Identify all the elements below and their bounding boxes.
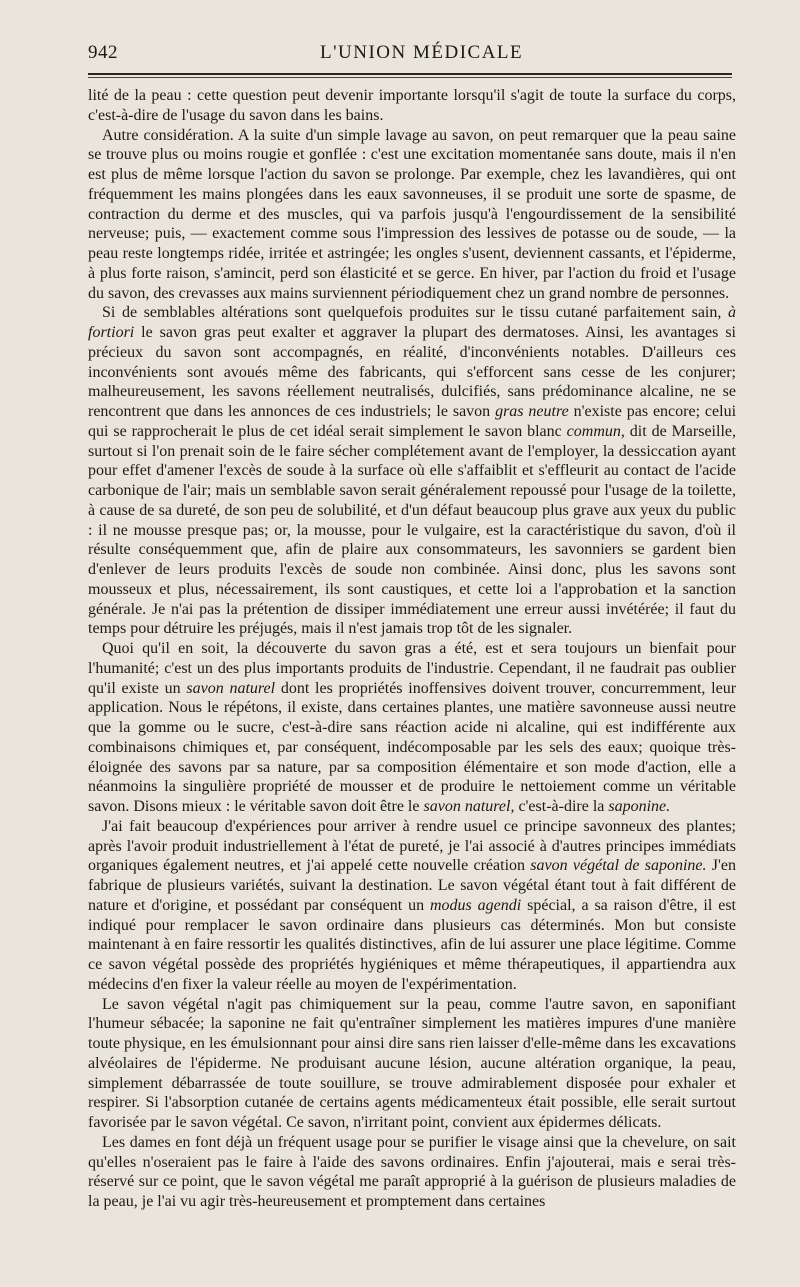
- text-run: n'existe pas encore; celui qui se rapprocherait le plus de cet idéal serait simplement le savon blanc: [88, 403, 737, 440]
- paragraph: [88, 995, 736, 1133]
- italic-run: à fortiori: [88, 304, 736, 341]
- text-run: J'en fabrique de plusieurs variétés, suivant la destination. Le savon végétal étant tout à fait différent de nature et d'origine, et possédant par conséquent un: [88, 857, 736, 914]
- text-run: lité de la peau : cette question peut devenir importante lorsqu'il s'agit de toute la surface du corps, c'est-à-dire de l'usage du savon dans les bains.: [88, 87, 736, 124]
- text-run: Le savon végétal n'agit pas chimiquement sur la peau, comme l'autre savon, en saponifiant l'humeur sébacée; la saponine ne fait qu'entraîner simplement les matières impures d'une manière toute physique, en les émulsionnant pour ainsi dire sans rien laisser d'elle-même dans les excavations alvéolaires de l'épiderme. Ne produisant aucune lésion, aucune altération organique, la peau, simplement débarrassée de toute souillure, se trouve admirablement disposée pour exhaler et respirer. Si l'absorption cutanée de certains agents médicamenteux était possible, elle serait surtout favorisée par le savon végétal. Ce savon, n'irritant point, convient aux épidermes délicats.: [88, 995, 736, 1131]
- text-run: Si de semblables altérations sont quelquefois produites sur le tissu cutané parfaitement sain,: [102, 304, 728, 322]
- paragraph: [88, 817, 736, 995]
- italic-run: commun,: [566, 422, 625, 440]
- paragraph: [88, 1133, 736, 1212]
- text-run: Quoi qu'il en soit, la découverte du savon gras a été, est et sera toujours un bienfait pour l'humanité; c'est un des plus importants produits de l'industrie. Cependant, il ne faudrait pas oublier qu'il existe un: [88, 640, 736, 697]
- text-run: spécial, a sa raison d'être, il est indiqué pour remplacer le savon ordinaire dans plusieurs cas déterminés. Mon but consiste maintenant à en faire ressortir les qualités distinctives, afin de lui assurer une place légitime. Comme ce savon végétal possède des propriétés hygiéniques et même thérapeutiques, il appartiendra aux médecins d'en fixer la valeur réelle au moyen de l'expérimentation.: [88, 896, 736, 993]
- paragraph: [88, 86, 736, 126]
- header-rule-thin: [88, 77, 732, 78]
- text-run: Autre considération. A la suite d'un simple lavage au savon, on peut remarquer que la peau saine se trouve plus ou moins rougie et gonflée : c'est une excitation momentanée sans doute, mais il n'en est plus de même lorsque l'action du savon se prolonge. Par exemple, chez les lavandières, qui ont fréquemment les mains plongées dans les eaux savonneuses, il se produit une sorte de spasme, de contraction du derme et des muscles, qui va parfois jusqu'à l'engourdissement de la sensibilité nerveuse; puis, — exactement comme sous l'impression des lessives de potasse ou de soude, — la peau reste longtemps ridée, irritée et astringée; les ongles s'usent, deviennent cassants, et l'épiderme, à plus forte raison, s'amincit, perd son élasticité et se gerce. En hiver, par l'action du froid et l'usage du savon, des crevasses aux mains surviennent périodiquement chez un grand nombre de personnes.: [88, 126, 736, 302]
- text-run: J'ai fait beaucoup d'expériences pour arriver à rendre usuel ce principe savonneux des plantes; après l'avoir produit industriellement à l'état de pureté, je l'ai associé à d'autres principes immédiats organiques également neutres, et j'ai appelé cette nouvelle création: [88, 817, 736, 875]
- italic-run: savon naturel: [186, 679, 276, 697]
- text-run: dit de Marseille, surtout si l'on prenait soin de le faire sécher complétement avant de l'employer, la dessiccation ayant pour effet d'amener l'excès de soude à la surface où elle s'affaiblit et s'effleurit au contact de l'acide carbonique de l'air; mais un semblable savon serait généralement repoussé pour l'usage de la toilette, à cause de sa dureté, de son peu de solubilité, et d'un défaut beaucoup plus grave aux yeux du public : il ne mousse presque pas; or, la mousse, pour le vulgaire, est la caractéristique du savon, d'où il résulte conséquemment que, afin de plaire aux consommateurs, les savonniers se gardent bien d'enlever de leurs produits l'excès de soude non combinée. Ainsi donc, plus les savons sont mousseux et plus, nécessairement, ils sont caustiques, et cette loi a l'approbation et la sanction générale. Je n'ai pas la prétention de dissiper immédiatement une erreur aussi invétérée; il faut du temps pour détruire les préjugés, mais il n'est jamais trop tôt de les signaler.: [88, 422, 736, 638]
- text-run: dont les propriétés inoffensives doivent trouver, concurremment, leur application. Nous le répétons, il existe, dans certaines plantes, une matière savonneuse aussi neutre que la gomme ou le sucre, c'est-à-dire sans réaction acide ni alcaline, qui est indifférente aux combinaisons chimiques et, par conséquent, indécomposable par les sels des eaux; quoique très-éloignée des savons par sa nature, par sa composition élémentaire et son mode d'action, elle a néanmoins la singulière propriété de mousser et de produire le nettoiement comme un véritable savon. Disons mieux : le véritable savon doit être le: [88, 679, 737, 815]
- paragraph: [88, 126, 736, 304]
- text-run: Les dames en font déjà un fréquent usage pour se purifier le visage ainsi que la chevelure, on sait qu'elles n'oseraient pas le faire à l'aide des savons ordinaires. Enfin j'ajouterai, mais e serai très-réservé sur ce point, que le savon végétal me paraît approprié à la guérison de plusieurs maladies de la peau, je l'ai vu agir très-heureusement et promptement dans certaines: [88, 1133, 736, 1210]
- page-number: 942: [88, 42, 118, 63]
- paragraph: [88, 303, 736, 639]
- text-run: le savon gras peut exalter et aggraver la plupart des dermatoses. Ainsi, les avantages si précieux du savon sont accompagnés, en réalité, d'inconvénients notables. D'ailleurs ces inconvénients sont avoués même des fabricants, qui s'efforcent sans cesse de les conjurer; malheureusement, les savons réellement neutralisés, dulcifiés, sans prédominance alcaline, ne se rencontrent que dans les annonces de ces industriels; le savon: [88, 324, 736, 420]
- page-header: [88, 42, 724, 68]
- text-run: c'est-à-dire la: [514, 798, 609, 815]
- italic-run: modus agendi: [429, 896, 522, 914]
- header-rule: [88, 73, 732, 75]
- italic-run: gras neutre: [495, 403, 569, 420]
- paragraph: [88, 639, 736, 817]
- italic-run: savon végétal de saponine.: [530, 857, 707, 875]
- running-title: L'UNION MÉDICALE: [320, 42, 524, 63]
- italic-run: savon naturel,: [423, 798, 515, 815]
- body-text: [88, 86, 736, 1212]
- italic-run: saponine.: [608, 798, 671, 815]
